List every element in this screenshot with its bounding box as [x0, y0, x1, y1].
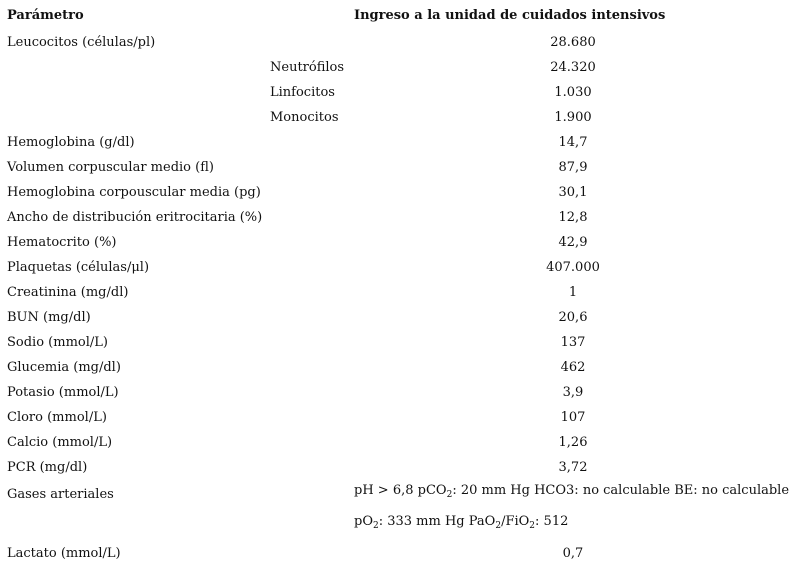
table-row	[0, 380, 801, 405]
table-row	[0, 155, 801, 180]
row-label: Volumen corpuscular medio (fl)	[7, 160, 214, 175]
gases-line-1	[354, 483, 789, 498]
gas-pafi-ratio: PaO$_2$/FiO$_2$: 512	[468, 514, 569, 531]
row-value: 1,26	[558, 435, 588, 450]
table-row	[0, 180, 801, 205]
row-sublabel: Monocitos	[270, 110, 339, 125]
table-row-lactate	[0, 541, 801, 566]
table-row	[0, 280, 801, 305]
row-value: 24.320	[550, 60, 596, 75]
gases-line-2	[354, 514, 568, 529]
row-label: PCR (mg/dl)	[7, 460, 88, 475]
header-icu-admission: Ingreso a la unidad de cuidados intensivos	[354, 8, 666, 23]
row-value: 42,9	[558, 235, 588, 250]
row-value: 462	[560, 360, 586, 375]
row-label: Cloro (mmol/L)	[7, 410, 107, 425]
row-value: 0,7	[562, 546, 584, 561]
row-value: 30,1	[558, 185, 588, 200]
row-value: 137	[560, 335, 586, 350]
row-value: 1.900	[554, 110, 592, 125]
table-row	[0, 80, 801, 105]
table-row	[0, 55, 801, 80]
row-label: Gases arteriales	[7, 487, 114, 502]
row-label: BUN (mg/dl)	[7, 310, 91, 325]
row-label: Creatinina (mg/dl)	[7, 285, 129, 300]
row-label: Hemoglobina corpouscular media (pg)	[7, 185, 261, 200]
row-label: Lactato (mmol/L)	[7, 546, 121, 561]
table-row	[0, 405, 801, 430]
gas-be: BE: no calculable	[674, 483, 790, 498]
table-row	[0, 330, 801, 355]
table-row	[0, 455, 801, 480]
table-row	[0, 205, 801, 230]
row-value: 20,6	[558, 310, 588, 325]
gas-po2: $pO_2$: 333 mm Hg	[354, 514, 465, 531]
row-label: Ancho de distribución eritrocitaria (%)	[7, 210, 263, 225]
row-value: 1	[568, 285, 578, 300]
gas-ph: pH > 6,8	[354, 483, 414, 498]
table-row	[0, 130, 801, 155]
row-value: 107	[560, 410, 586, 425]
table-row	[0, 255, 801, 280]
row-label: Plaquetas (células/μl)	[7, 260, 150, 275]
row-sublabel: Linfocitos	[270, 85, 335, 100]
table-row	[0, 355, 801, 380]
row-label: Hemoglobina (g/dl)	[7, 135, 135, 150]
table-row	[0, 305, 801, 330]
gas-pco2: pCO$_2$: 20 mm Hg	[417, 483, 530, 500]
row-value: 3,72	[558, 460, 588, 475]
row-label: Leucocitos (células/pl)	[7, 35, 156, 50]
row-value: 407.000	[546, 260, 600, 275]
table-row	[0, 105, 801, 130]
row-value: 3,9	[562, 385, 584, 400]
table-row	[0, 30, 801, 55]
row-label: Potasio (mmol/L)	[7, 385, 119, 400]
row-label: Calcio (mmol/L)	[7, 435, 113, 450]
table-row	[0, 430, 801, 455]
row-label: Sodio (mmol/L)	[7, 335, 108, 350]
row-value: 14,7	[558, 135, 588, 150]
row-value: 12,8	[558, 210, 588, 225]
table-row	[0, 230, 801, 255]
row-label: Hematocrito (%)	[7, 235, 117, 250]
gas-hco3: HCO3: no calculable	[534, 483, 671, 498]
row-label: Glucemia (mg/dl)	[7, 360, 121, 375]
row-sublabel: Neutrófilos	[270, 60, 345, 75]
row-value: 28.680	[550, 35, 596, 50]
header-parameter: Parámetro	[7, 8, 84, 23]
row-value: 1.030	[554, 85, 592, 100]
row-value: 87,9	[558, 160, 588, 175]
